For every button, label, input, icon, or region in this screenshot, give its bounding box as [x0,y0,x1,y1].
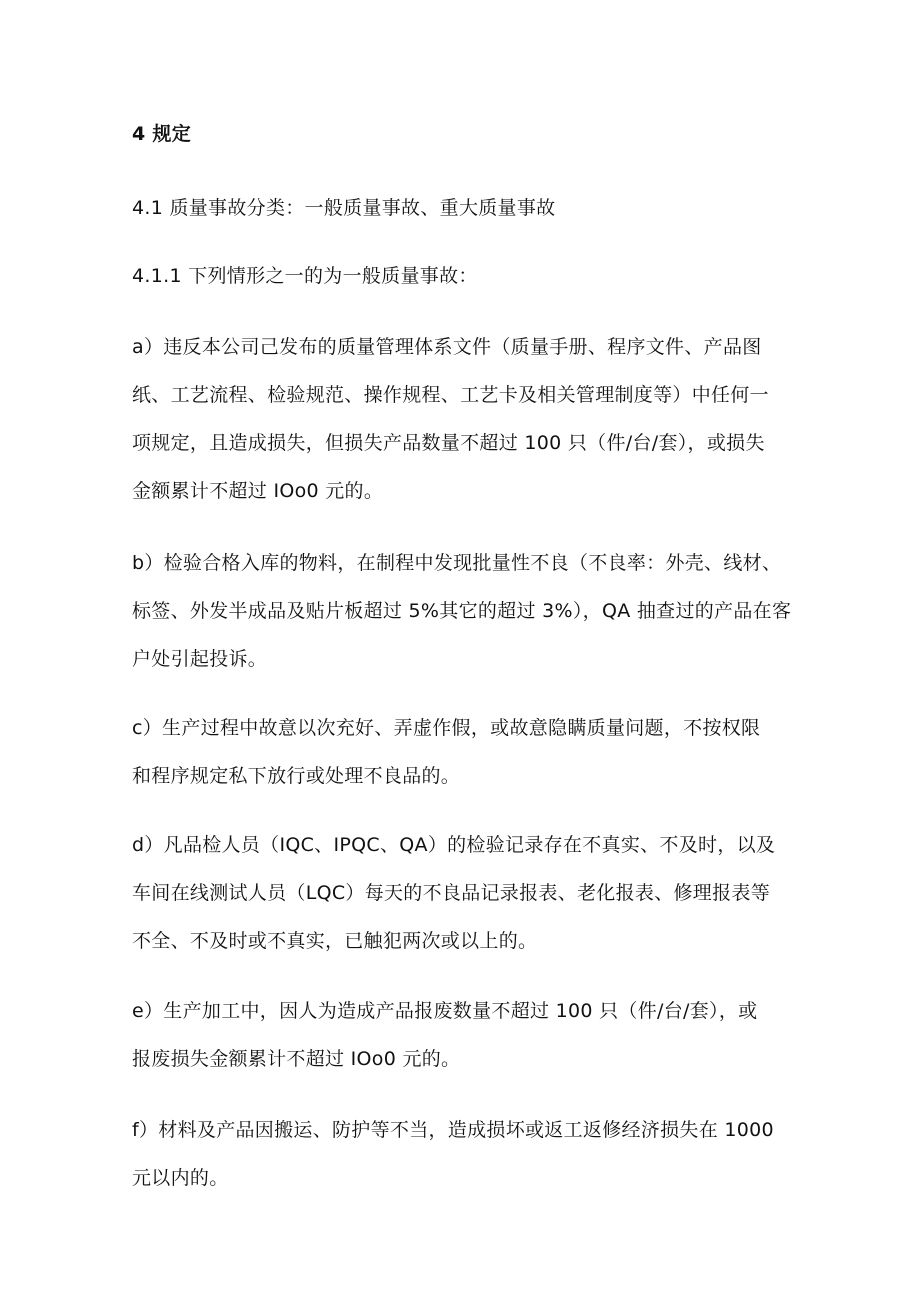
item-c-line: 和程序规定私下放行或处理不良品的。 [132,765,461,787]
item-e-line: e）生产加工中，因人为造成产品报废数量不超过 100 只（件/台/套），或 [132,1000,758,1022]
item-f-line: f）材料及产品因搬运、防护等不当，造成损坏或返工返修经济损失在 1000 [132,1119,774,1141]
clause-4-1-1: 4.1.1 下列情形之一的为一般质量事故： [132,265,478,287]
item-a-line: 金额累计不超过 IOo0 元的。 [132,480,384,502]
item-b-line: 户处引起投诉。 [132,648,268,670]
item-c-line: c）生产过程中故意以次充好、弄虚作假，或故意隐瞒质量问题，不按权限 [132,717,761,739]
item-a-line: 项规定，且造成损失，但损失产品数量不超过 100 只（件/台/套），或损失 [132,432,765,454]
section-heading: 4 规定 [132,123,192,145]
item-d-line: 车间在线测试人员（LQC）每天的不良品记录报表、老化报表、修理报表等 [132,882,771,904]
clause-4-1: 4.1 质量事故分类：一般质量事故、重大质量事故 [132,197,556,219]
item-a-line: a）违反本公司己发布的质量管理体系文件（质量手册、程序文件、产品图 [132,336,762,358]
item-d-line: d）凡品检人员（IQC、IPQC、QA）的检验记录存在不真实、不及时，以及 [132,834,776,856]
item-b-line: b）检验合格入库的物料，在制程中发现批量性不良（不良率：外壳、线材、 [132,552,782,574]
item-e-line: 报废损失金额累计不超过 IOo0 元的。 [132,1048,461,1070]
item-d-line: 不全、不及时或不真实，已触犯两次或以上的。 [132,930,538,952]
item-f-line: 元以内的。 [132,1167,229,1189]
item-a-line: 纸、工艺流程、检验规范、操作规程、工艺卡及相关管理制度等）中任何一 [132,384,769,406]
item-b-line: 标签、外发半成品及贴片板超过 5%其它的超过 3%），QA 抽查过的产品在客 [132,600,792,622]
